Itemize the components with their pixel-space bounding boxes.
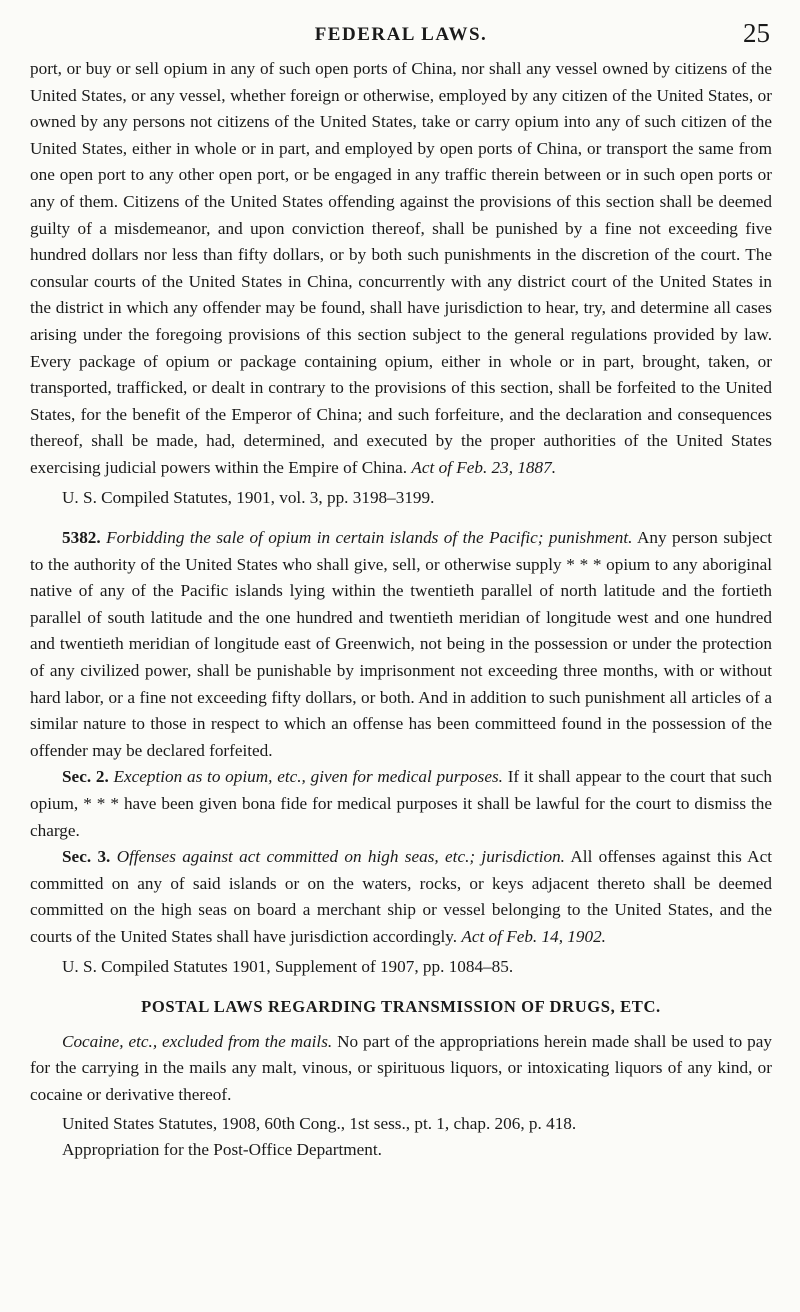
paragraph-continued bbox=[30, 56, 772, 482]
act-reference: Act of Feb. 14, 1902. bbox=[461, 927, 606, 946]
postal-text: No part of the appropriations herein made shall be used to pay for the carrying in the mails any malt, vinous, or spirituous liquors, or intoxicating liquors of any kind, or cocaine or derivative thereof. bbox=[30, 1031, 772, 1104]
page-number: 25 bbox=[743, 18, 770, 48]
running-head bbox=[30, 18, 772, 52]
section-2 bbox=[30, 764, 772, 844]
paragraph-text: port, or buy or sell opium in any of such open ports of China, nor shall any vessel owned by citizens of the United States, or any vessel, whether foreign or otherwise, employed by any citizen of the United States, or owned by any persons not citizens of the United States, take or carry opium into any of such citizen of the United States, either in whole or in part, and employed by open ports of China, or transport the same from one open port to any other open port, or be engaged in any traffic therein between or in such open ports or any of them. Citizens of the United States offending against the provisions of this section shall be deemed guilty of a misdemeanor, and upon conviction thereof, shall be punished by a fine not exceeding five hundred dollars nor less than fifty dollars, or by both such punishments in the discretion of the court. The consular courts of the United States in China, concurrently with any district court of the United States in the district in which any offender may be found, shall have jurisdiction to hear, try, and determine all cases arising under the foregoing provisions of this section subject to the general regulations provided by law. Every package of opium or package containing opium, either in whole or in part, brought, taken, or transported, trafficked, or dealt in contrary to the provisions of this section, shall be forfeited to the United States, for the benefit of the Emperor of China; and such forfeiture, and the declaration and consequences thereof, shall be made, had, determined, and executed by the proper authorities of the United States exercising judicial powers within the Empire of China. bbox=[30, 59, 772, 477]
running-title: FEDERAL LAWS. bbox=[314, 24, 488, 45]
act-reference: Act of Feb. 23, 1887. bbox=[411, 457, 557, 477]
postal-citation: United States Statutes, 1908, 60th Cong., 1st sess., pt. 1, chap. 206, p. 418. bbox=[62, 1113, 577, 1133]
citation: U. S. Compiled Statutes, 1901, vol. 3, pp. 3198–3199. bbox=[62, 487, 435, 507]
section-number: 5382. bbox=[62, 528, 101, 548]
section-text: Any person subject to the authority of the United States who shall give, sell, or otherwise supply * * * opium to any aboriginal native of any of the Pacific islands lying within the twentieth parallel of north latitude and the fortieth parallel of south latitude and the one hundred and twentieth meridian of longitude west and one hundred and twentieth meridian of longitude east of Greenwich, not being in the possession or under the protection of any civilized power, shall be punishable by imprisonment not exceeding three months, with or without hard labor, or a fine not exceeding fifty dollars, or both. And in addition to such punishment all articles of a similar nature to those in respect to which an offense has been committeed found in the possession of the offender may be declared forfeited. bbox=[30, 528, 773, 760]
section-text: If it shall appear to the court that such opium, * * * have been given bona fide for medical purposes it shall be lawful for the court to dismiss the charge. bbox=[30, 767, 773, 840]
citation: U. S. Compiled Statutes 1901, Supplement of 1907, pp. 1084–85. bbox=[62, 956, 514, 976]
section-3 bbox=[30, 844, 772, 950]
section-heading: Forbidding the sale of opium in certain islands of the Pacific; punishment. bbox=[106, 528, 633, 548]
section-heading: Offenses against act committed on high seas, etc.; jurisdiction. bbox=[116, 847, 565, 867]
section-5382 bbox=[30, 525, 772, 764]
postal-heading: Cocaine, etc., excluded from the mails. bbox=[62, 1031, 333, 1051]
section-heading: Exception as to opium, etc., given for medical purposes. bbox=[113, 767, 503, 787]
section-label: Sec. 3. bbox=[62, 847, 111, 867]
body-text bbox=[30, 56, 772, 1164]
section-label: Sec. 2. bbox=[62, 767, 109, 787]
postal-citation-continued: Appropriation for the Post-Office Department. bbox=[62, 1140, 382, 1160]
section-text: All offenses against this Act committed on any of said islands or on the waters, rocks, or keys adjacent thereto shall be deemed committed on the high seas on board a merchant ship or vessel belonging to the United States, and the courts of the United States shall have jurisdiction accordingly. bbox=[30, 847, 773, 946]
postal-laws-title: POSTAL LAWS REGARDING TRANSMISSION OF DRUGS, ETC. bbox=[141, 997, 661, 1017]
postal-paragraph bbox=[30, 1029, 772, 1109]
